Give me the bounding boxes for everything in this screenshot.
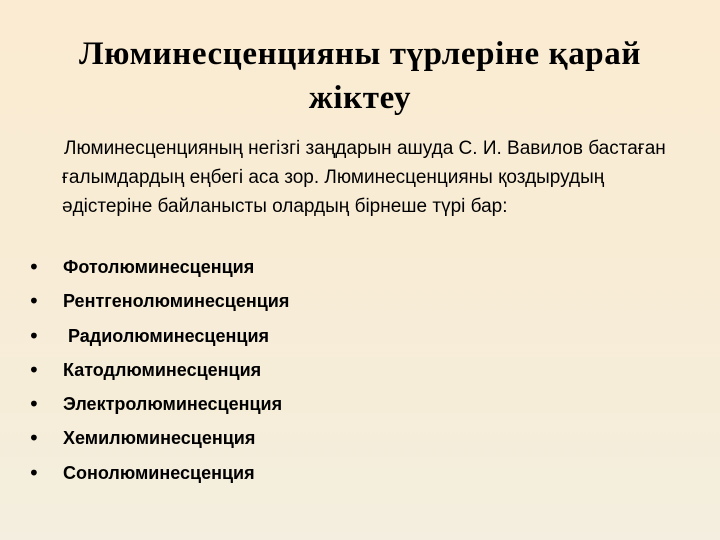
- list-item-label: Катодлюминесценция: [63, 359, 262, 380]
- bullet-icon: •: [28, 323, 40, 348]
- bullet-icon: •: [28, 289, 40, 314]
- slide-title: Люминесценцияны түрлеріне қарай жіктеу: [79, 36, 641, 116]
- list-item-photoluminescence: [28, 253, 668, 287]
- list-item-chemiluminescence: [28, 424, 668, 458]
- list-item-label: Рентгенолюминесценция: [63, 291, 290, 312]
- list-item-label: Электролюминесценция: [63, 394, 283, 415]
- list-item-label: Сонолюминесценция: [63, 462, 255, 483]
- luminescence-types-list: [28, 253, 668, 493]
- list-item-label: Хемилюминесценция: [63, 428, 256, 449]
- bullet-icon: •: [28, 426, 40, 451]
- list-item-cathodoluminescence: [28, 356, 668, 390]
- intro-paragraph: Люминесценцияның негізгі заңдарын ашуда С. И. Вавилов бастаған ғалымдардың еңбегі аса зор. Люминесценцияны қоздырудың әдістеріне байланысты олардың бірнеше түрі бар:: [62, 138, 666, 217]
- list-item-sonoluminescence: [28, 459, 668, 493]
- bullet-icon: •: [28, 392, 40, 417]
- list-item-x-ray-luminescence: [28, 287, 668, 321]
- list-item-electroluminescence: [28, 390, 668, 424]
- list-item-label: Радиолюминесценция: [63, 325, 270, 346]
- list-item-radioluminescence: [28, 322, 668, 356]
- list-item-label: Фотолюминесценция: [63, 257, 255, 277]
- bullet-icon: •: [28, 460, 40, 485]
- bullet-icon: •: [28, 255, 40, 279]
- bullet-icon: •: [28, 357, 40, 382]
